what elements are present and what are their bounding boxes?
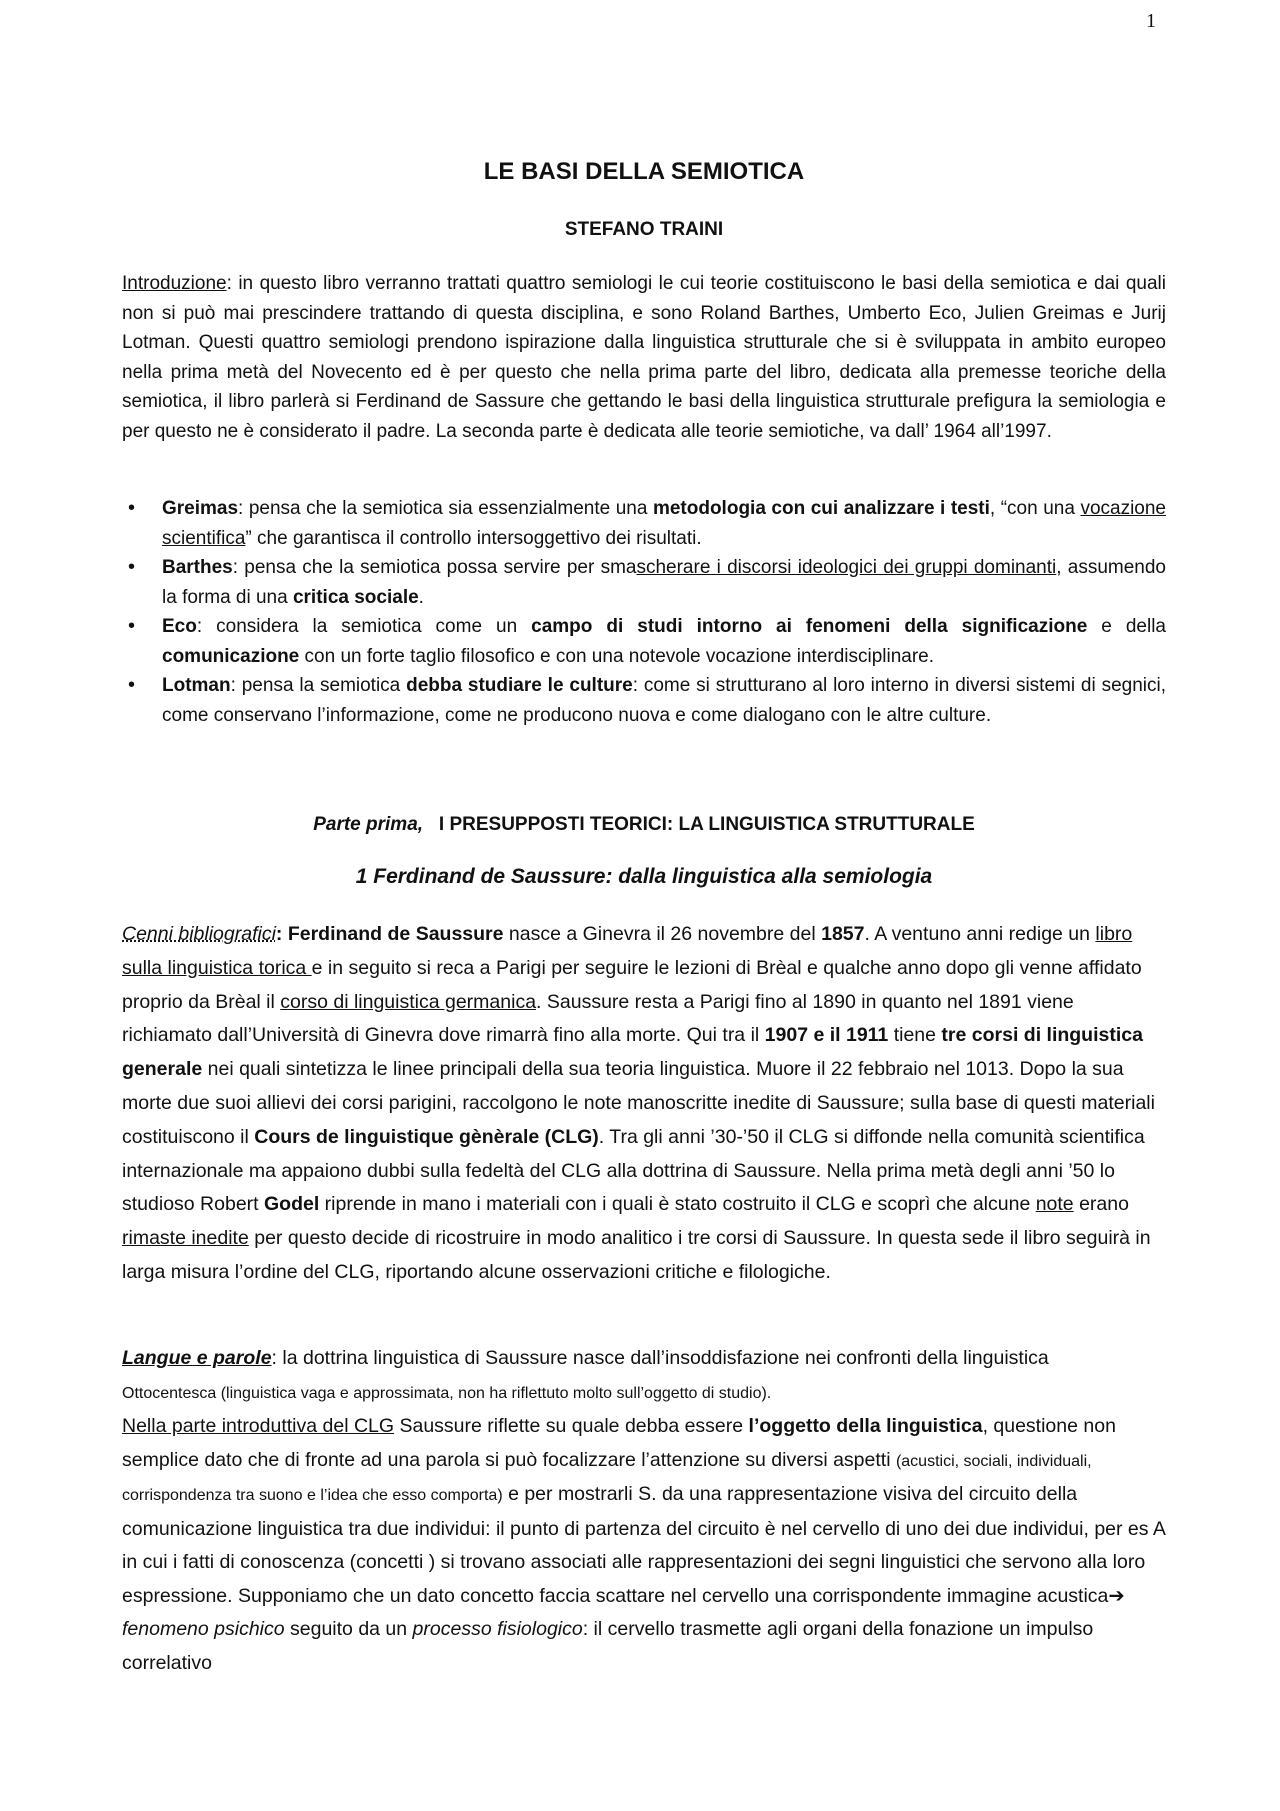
item-bold: campo di studi intorno ai fenomeni della significazione (531, 616, 1088, 637)
intro-text: : in questo libro verranno trattati quattro semiologi le cui teorie costituiscono le basi della semiotica e dai quali non si può mai prescindere trattando di questa disciplina, e sono Roland Barthes, Umberto Eco, Julien Greimas e Jurij Lotman. Questi quattro semiologi prendono ispirazione dalla linguistica strutturale che si è sviluppata in ambito europeo nella prima metà del Novecento ed è per questo che nella prima parte del libro, dedicata alla premesse teoriche della semiotica, il libro parlerà si Ferdinand de Sassure che gettando le basi della linguistica strutturale prefigura la semiologia e per questo ne è considerato il padre. La seconda parte è dedicata alle teorie semiotiche, va dall’ 1964 all’1997. (122, 273, 1166, 442)
semiologist-name: Barthes (162, 557, 233, 578)
document-title: LE BASI DELLA SEMIOTICA (483, 158, 805, 185)
item-text: , “con una (989, 498, 1081, 519)
document-author: STEFANO TRAINI (564, 219, 724, 240)
bio-paragraph (122, 918, 1166, 1290)
bio-underline: corso di linguistica germanica (280, 990, 537, 1013)
langue-text: e per mostrarli S. da una rappresentazione visiva del circuito della comunicazione linguistica tra due individui: il punto di partenza del circuito è nel cervello di uno dei due individui, per es A in cui i fatti di conoscenza (concetti ) si trovano associati alle rappresentazioni dei segni linguistici che servono alla loro espressione. Supponiamo che un dato concetto faccia scattare nel cervello una corrispondente immagine acustica (122, 1483, 1165, 1607)
item-text: : pensa la semiotica (230, 675, 407, 696)
bio-underline: libro sulla linguistica torica (122, 923, 1133, 979)
bullet-icon: • (128, 674, 136, 696)
chapter-heading: 1 Ferdinand de Saussure: dalla linguistica alla semiologia (355, 865, 933, 888)
bio-text: riprende in mano i materiali con i quali è stato costruito il CLG e scoprì che alcune (319, 1193, 1036, 1216)
bio-label: Cenni bibliografici (122, 923, 276, 945)
bullet-icon: • (128, 556, 136, 578)
langue-italic: processo fisiologico (412, 1618, 583, 1640)
part-heading-italic: Parte prima, (313, 814, 424, 835)
item-text: ” che garantisca il controllo intersoggettivo dei risultati. (245, 527, 702, 549)
bio-bold: Godel (264, 1193, 320, 1216)
item-text: . (418, 586, 424, 608)
langue-small: (acustici, sociali, individuali, corrispondenza tra suono e l’idea che esso comporta) (122, 1452, 1092, 1504)
langue-text: , questione non semplice dato che di fronte ad una parola si può focalizzare l’attenzione su diversi aspetti (122, 1415, 1116, 1471)
item-bold: debba studiare le culture (406, 675, 633, 696)
bio-text: tiene (888, 1024, 942, 1047)
bio-bold: tre corsi di linguistica generale (122, 1024, 1143, 1081)
item-bold: metodologia con cui analizzare i testi (652, 498, 990, 519)
part-heading-title: I PRESUPPOSTI TEORICI: LA LINGUISTICA STRUTTURALE (438, 814, 975, 835)
langue-text: : la dottrina linguistica di Saussure nasce dall’insoddisfazione nei confronti della linguistica (271, 1347, 1049, 1369)
langue-bold: l’oggetto della linguistica (748, 1415, 983, 1437)
langue-text: seguito da un (284, 1618, 413, 1640)
bio-text: . Tra gli anni ’30-’50 il CLG si diffonde nella comunità scientifica internazionale ma appaiono dubbi sulla fedeltà del CLG alla dottrina di Saussure. Nella prima metà degli anni ’50 lo studioso Robert (122, 1125, 1145, 1216)
bio-bold: Cours de linguistique gènèrale (CLG) (254, 1125, 599, 1148)
semiologist-name: Greimas (162, 498, 239, 519)
langue-underline: Nella parte introduttiva del CLG (122, 1415, 395, 1437)
list-item-greimas (122, 494, 1166, 553)
part-heading (122, 814, 1166, 836)
bio-text: erano (1073, 1193, 1129, 1216)
item-text: e della (1087, 616, 1166, 637)
item-underline: vocazione scientifica (162, 498, 1166, 549)
bio-underline: note (1035, 1193, 1074, 1216)
langue-small: Ottocentesca (linguistica vaga e approssimata, non ha riflettuto molto sull’oggetto di studio). (122, 1384, 772, 1402)
bio-bold: 1857 (821, 923, 865, 945)
langue-label: Langue e parole (122, 1347, 272, 1369)
bio-text: . A ventuno anni redige un (864, 923, 1096, 945)
item-text: con un forte taglio filosofico e con una notevole vocazione interdisciplinare. (299, 645, 935, 667)
item-bold: comunicazione (162, 645, 300, 667)
page-number: 1 (1146, 10, 1156, 32)
item-text: , assumendo la forma di una (162, 557, 1166, 608)
semiologists-list (122, 494, 1166, 730)
intro-label: Introduzione (122, 273, 227, 294)
item-bold: critica sociale (292, 586, 419, 608)
intro-paragraph (122, 269, 1166, 446)
bio-text: e in seguito si reca a Parigi per seguire le lezioni di Brèal e qualche anno dopo gli venne affidato proprio da Brèal il (122, 956, 1142, 1013)
item-text: : pensa che la semiotica sia essenzialmente una (238, 498, 653, 519)
item-text: : come si strutturano al loro interno in diversi sistemi di segnici, come conservano l’informazione, come ne producono nuova e come dialogano con le altre culture. (162, 675, 1166, 726)
bullet-icon: • (128, 615, 136, 637)
item-text: : pensa che la semiotica possa servire per sma (232, 557, 637, 578)
langue-text: Saussure riflette su quale debba essere (394, 1415, 749, 1437)
langue-text: : il cervello trasmette agli organi della fonazione un impulso correlativo (122, 1618, 1094, 1674)
bio-bold: Saussure (415, 923, 504, 945)
langue-paragraph (122, 1342, 1166, 1680)
item-underline: scherare i discorsi ideologici dei gruppi dominanti (636, 557, 1057, 578)
bio-text: . Saussure resta a Parigi fino al 1890 in quanto nel 1891 viene richiamato dall’Università di Ginevra dove rimarrà fino alla morte. Qui tra il (122, 990, 1074, 1047)
bio-text: nasce a Ginevra il 26 novembre del (503, 923, 822, 945)
arrow-icon: ➔ (1108, 1584, 1125, 1607)
list-item-lotman (122, 671, 1166, 730)
bio-bold: 1907 e il 1911 (764, 1024, 889, 1047)
bullet-icon: • (128, 497, 136, 519)
semiologist-name: Lotman (162, 675, 231, 696)
bio-text: : Ferdinand de (275, 923, 416, 945)
bio-text: per questo decide di ricostruire in modo analitico i tre corsi di Saussure. In questa sede il libro seguirà in larga misura l’ordine del CLG, riportando alcune osservazioni critiche e filologiche. (122, 1227, 1151, 1283)
bio-underline: rimaste inedite (122, 1227, 249, 1250)
list-item-eco (122, 612, 1166, 671)
item-text: : considera la semiotica come un (196, 616, 532, 637)
list-item-barthes (122, 553, 1166, 612)
bio-text: nei quali sintetizza le linee principali della sua teoria linguistica. Muore il 22 febbraio nel 1013. Dopo la sua morte due suoi allievi dei corsi parigini, raccolgono le note manoscritte inedite di Saussure; sulla base di questi materiali costituiscono il (122, 1058, 1155, 1148)
semiologist-name: Eco (162, 616, 197, 637)
langue-italic: fenomeno psichico (122, 1618, 285, 1640)
